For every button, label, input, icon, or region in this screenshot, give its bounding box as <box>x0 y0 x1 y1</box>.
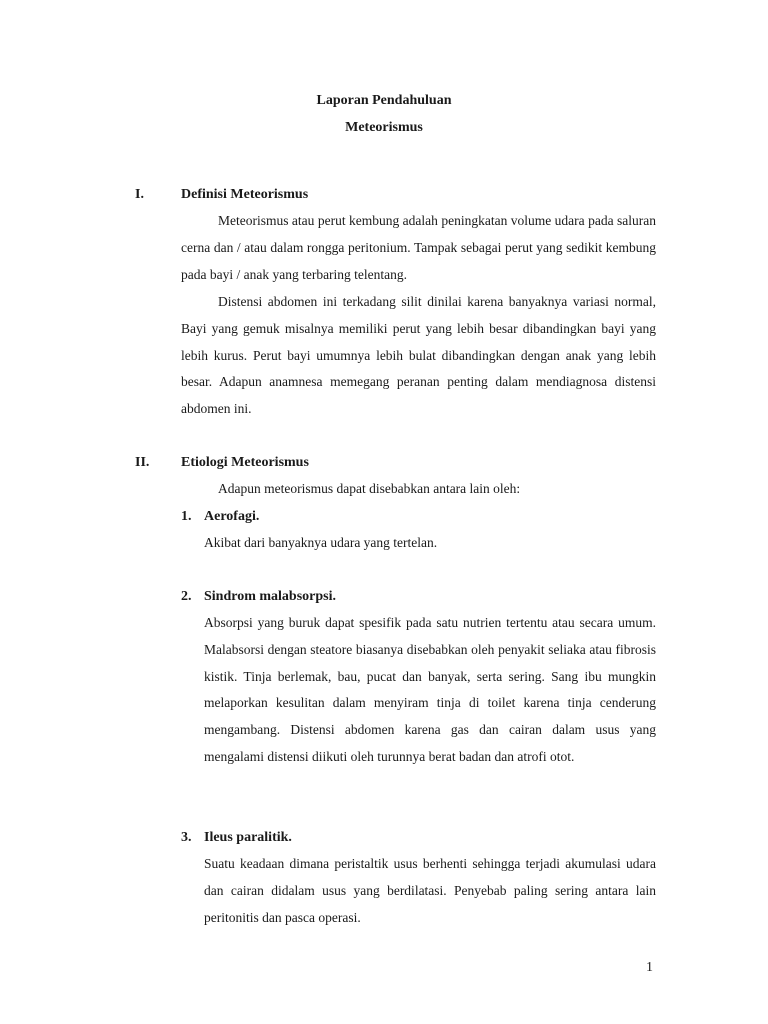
list-item-text: Akibat dari banyaknya udara yang tertelan. <box>204 535 438 550</box>
list-item-title: Sindrom malabsorpsi. <box>204 589 336 604</box>
list-item-title: Aerofagi. <box>204 509 260 524</box>
section-title: Etiologi Meteorismus <box>181 455 309 470</box>
document-title: Laporan Pendahuluan <box>316 93 452 108</box>
document-subtitle: Meteorismus <box>345 120 423 135</box>
list-item-text: Absorpsi yang buruk dapat spesifik pada satu nutrien tertentu atau secara umum. Malabsorsi dengan steatore biasanya disebabkan oleh penyakit seliaka atau fibrosis kistik. Tinja berlemak, bau, pucat dan banyak, serta sering. Sang ibu mungkin melaporkan kesulitan dalam menyiram tinja di toilet karena tinja cenderung mengambang. Distensi abdomen karena gas dan cairan dalam usus yang mengalami distensi diikuti oleh turunnya berat badan dan atrofi otot. <box>204 615 656 764</box>
section-number: I. <box>135 187 144 202</box>
list-item-title: Ileus paralitik. <box>204 830 292 845</box>
section-intro: Adapun meteorismus dapat disebabkan antara lain oleh: <box>218 481 521 496</box>
section-number: II. <box>135 455 150 470</box>
list-item-number: 2. <box>181 589 192 604</box>
list-item-number: 3. <box>181 830 192 845</box>
list-item-number: 1. <box>181 509 192 524</box>
section-title: Definisi Meteorismus <box>181 187 309 202</box>
list-item-text: Suatu keadaan dimana peristaltik usus berhenti sehingga terjadi akumulasi udara dan cairan didalam usus yang berdilatasi. Penyebab paling sering antara lain peritonitis dan pasca operasi. <box>204 856 656 925</box>
paragraph: Distensi abdomen ini terkadang silit dinilai karena banyaknya variasi normal, Bayi yang gemuk misalnya memiliki perut yang lebih besar dibandingkan bayi yang lebih kurus. Perut bayi umumnya lebih bulat dibandingkan dengan anak yang lebih besar. Adapun anamnesa memegang peranan penting dalam mendiagnosa distensi abdomen ini. <box>181 294 656 417</box>
paragraph: Meteorismus atau perut kembung adalah peningkatan volume udara pada saluran cerna dan / atau dalam rongga peritonium. Tampak sebagai perut yang sedikit kembung pada bayi / anak yang terbaring telentang. <box>181 213 656 282</box>
page-number: 1 <box>646 960 653 975</box>
